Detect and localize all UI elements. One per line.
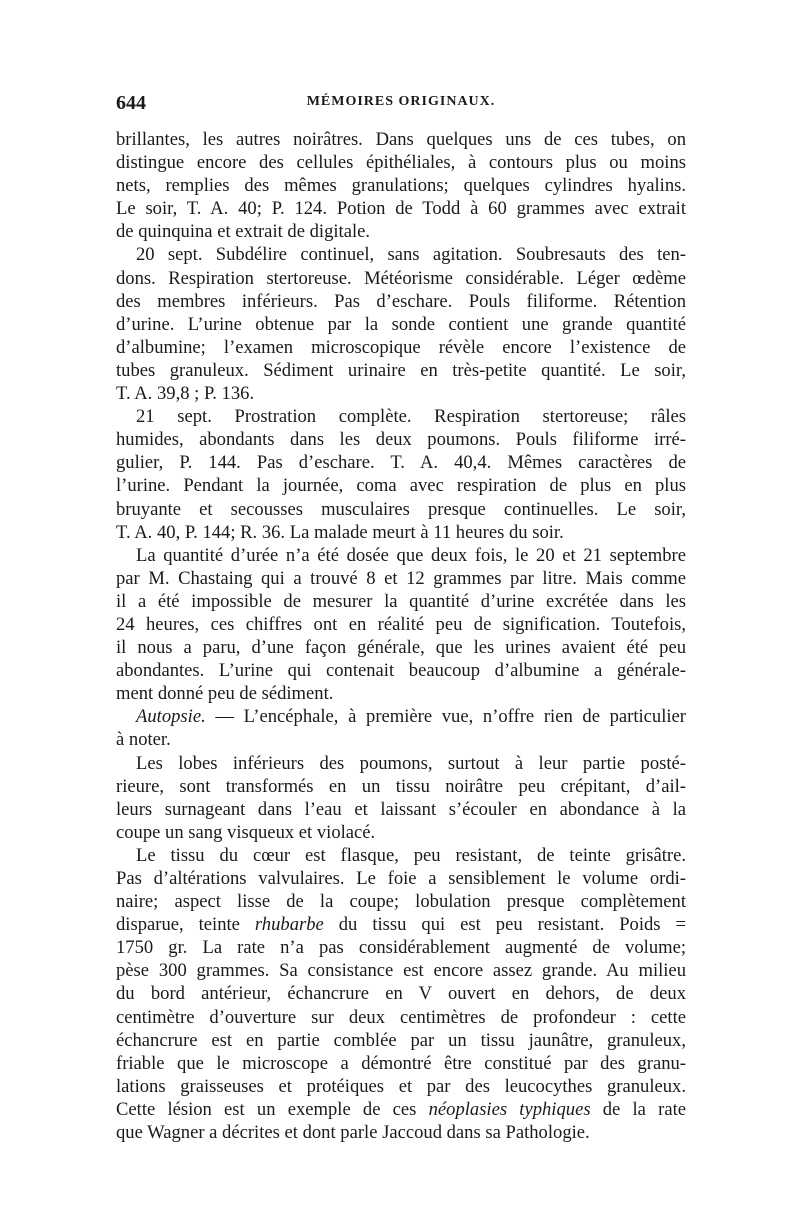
text-line	[116, 382, 686, 405]
text-line	[116, 913, 686, 936]
line-text: des membres inférieurs. Pas d’eschare. Pouls filiforme. Rétention	[116, 290, 686, 312]
line-text: T. A. 39,8 ; P. 136.	[116, 383, 255, 405]
line-text: Le soir, T. A. 40; P. 124. Potion de Todd à 60 grammes avec extrait	[116, 198, 686, 220]
line-text: lations graisseuses et protéiques et par des leucocythes granuleux.	[116, 1075, 686, 1097]
line-text: disparue, teinte rhubarbe du tissu qui est peu resistant. Poids =	[116, 914, 686, 936]
text-line	[116, 1029, 686, 1052]
line-text: il nous a paru, d’une façon générale, que les urines avaient été peu	[116, 637, 686, 659]
line-text: Les lobes inférieurs des poumons, surtout à leur partie posté-	[136, 752, 686, 774]
text-line	[116, 728, 686, 751]
line-text: 24 heures, ces chiffres ont en réalité peu de signification. Toutefois,	[116, 613, 686, 635]
line-text: T. A. 40, P. 144; R. 36. La malade meurt à 11 heures du soir.	[116, 521, 564, 543]
text-line	[116, 451, 686, 474]
section-heading: Autopsie.	[136, 706, 206, 728]
line-text: friable que le microscope a démontré être constitué par des granu-	[116, 1052, 686, 1074]
text-line	[116, 313, 686, 336]
text-line	[116, 659, 686, 682]
line-text: l’urine. Pendant la journée, coma avec respiration de plus en plus	[116, 475, 686, 497]
text-line	[116, 197, 686, 220]
text-line	[116, 544, 686, 567]
text-line	[116, 336, 686, 359]
line-text: brillantes, les autres noirâtres. Dans quelques uns de ces tubes, on	[116, 129, 686, 150]
line-text: Le tissu du cœur est flasque, peu resistant, de teinte grisâtre.	[136, 844, 686, 866]
text-line	[116, 151, 686, 174]
line-text: 20 sept. Subdélire continuel, sans agitation. Soubresauts des ten-	[136, 244, 686, 266]
text-line	[116, 752, 686, 775]
text-line	[116, 1052, 686, 1075]
line-text: Cette lésion est un exemple de ces néoplasies typhiques de la rate	[116, 1098, 687, 1120]
page-header	[116, 92, 686, 122]
line-text: coupe un sang visqueux et violacé.	[116, 821, 376, 843]
line-text: Pas d’altérations valvulaires. Le foie a sensiblement le volume ordi-	[116, 868, 686, 889]
text-line	[116, 359, 686, 382]
text-line	[116, 1098, 686, 1121]
text-line	[116, 267, 686, 290]
text-line	[116, 521, 686, 544]
line-text: rieure, sont transformés en un tissu noirâtre peu crépitant, d’ail-	[116, 775, 686, 797]
text-line	[116, 474, 686, 497]
line-text: que Wagner a décrites et dont parle Jaccoud dans sa Pathologie.	[116, 1122, 590, 1144]
text-line	[116, 498, 686, 521]
page-number: 644	[116, 92, 146, 114]
text-line	[116, 636, 686, 659]
line-text: naire; aspect lisse de la coupe; lobulation presque complètement	[116, 891, 686, 913]
line-text: distingue encore des cellules épithéliales, à contours plus ou moins	[116, 152, 686, 174]
line-text: échancrure est en partie comblée par un tissu jaunâtre, granuleux,	[116, 1029, 686, 1051]
text-line	[116, 705, 686, 728]
text-line	[116, 428, 686, 451]
text-line	[116, 1006, 686, 1029]
text-line	[116, 220, 686, 243]
line-text: par M. Chastaing qui a trouvé 8 et 12 grammes par litre. Mais comme	[116, 567, 686, 589]
text-line	[116, 1121, 686, 1144]
text-line	[116, 243, 686, 266]
line-text: centimètre d’ouverture sur deux centimètres de profondeur : cette	[116, 1006, 686, 1028]
line-text: nets, remplies des mêmes granulations; quelques cylindres hyalins.	[116, 175, 686, 197]
line-text: — L’encéphale, à première vue, n’offre rien de particulier	[215, 706, 687, 728]
text-line	[116, 290, 686, 313]
line-text: humides, abondants dans les deux poumons. Pouls filiforme irré-	[116, 429, 686, 451]
line-text: La quantité d’urée n’a été dosée que deux fois, le 20 et 21 septembre	[136, 544, 686, 566]
text-line	[116, 1075, 686, 1098]
text-line	[116, 128, 686, 151]
document-page	[116, 92, 686, 1144]
running-title: MÉMOIRES ORIGINAUX.	[306, 94, 496, 109]
line-text: bruyante et secousses musculaires presque continuelles. Le soir,	[116, 498, 686, 520]
text-line	[116, 890, 686, 913]
text-line	[116, 590, 686, 613]
text-line	[116, 405, 686, 428]
line-text: leurs surnageant dans l’eau et laissant s’écouler en abondance à la	[116, 798, 686, 820]
line-text: pèse 300 grammes. Sa consistance est encore assez grande. Au milieu	[116, 960, 686, 982]
line-text: à noter.	[116, 729, 171, 751]
line-text: gulier, P. 144. Pas d’eschare. T. A. 40,4. Mêmes caractères de	[116, 452, 686, 474]
text-line	[116, 613, 686, 636]
text-line	[116, 936, 686, 959]
line-text: du bord antérieur, échancrure en V ouvert en dehors, de deux	[116, 983, 686, 1005]
text-line	[116, 867, 686, 890]
line-text: 1750 gr. La rate n’a pas considérablement augmenté de volume;	[116, 937, 686, 959]
body-text	[116, 128, 686, 1144]
text-line	[116, 959, 686, 982]
line-text: d’urine. L’urine obtenue par la sonde contient une grande quantité	[116, 313, 686, 335]
text-line	[116, 844, 686, 867]
text-line	[116, 982, 686, 1005]
line-text: de quinquina et extrait de digitale.	[116, 221, 371, 243]
line-text: tubes granuleux. Sédiment urinaire en très-petite quantité. Le soir,	[116, 359, 686, 381]
text-line	[116, 567, 686, 590]
line-text: dons. Respiration stertoreuse. Météorisme considérable. Léger œdème	[116, 267, 686, 289]
text-line	[116, 775, 686, 798]
text-line	[116, 821, 686, 844]
line-text: il a été impossible de mesurer la quantité d’urine excrétée dans les	[116, 590, 686, 612]
line-text: 21 sept. Prostration complète. Respiration stertoreuse; râles	[136, 406, 686, 428]
text-line	[116, 682, 686, 705]
line-text: d’albumine; l’examen microscopique révèle encore l’existence de	[116, 336, 686, 358]
line-text: abondantes. L’urine qui contenait beaucoup d’albumine a générale-	[116, 660, 686, 682]
line-text: ment donné peu de sédiment.	[116, 683, 334, 705]
text-line	[116, 798, 686, 821]
text-line	[116, 174, 686, 197]
